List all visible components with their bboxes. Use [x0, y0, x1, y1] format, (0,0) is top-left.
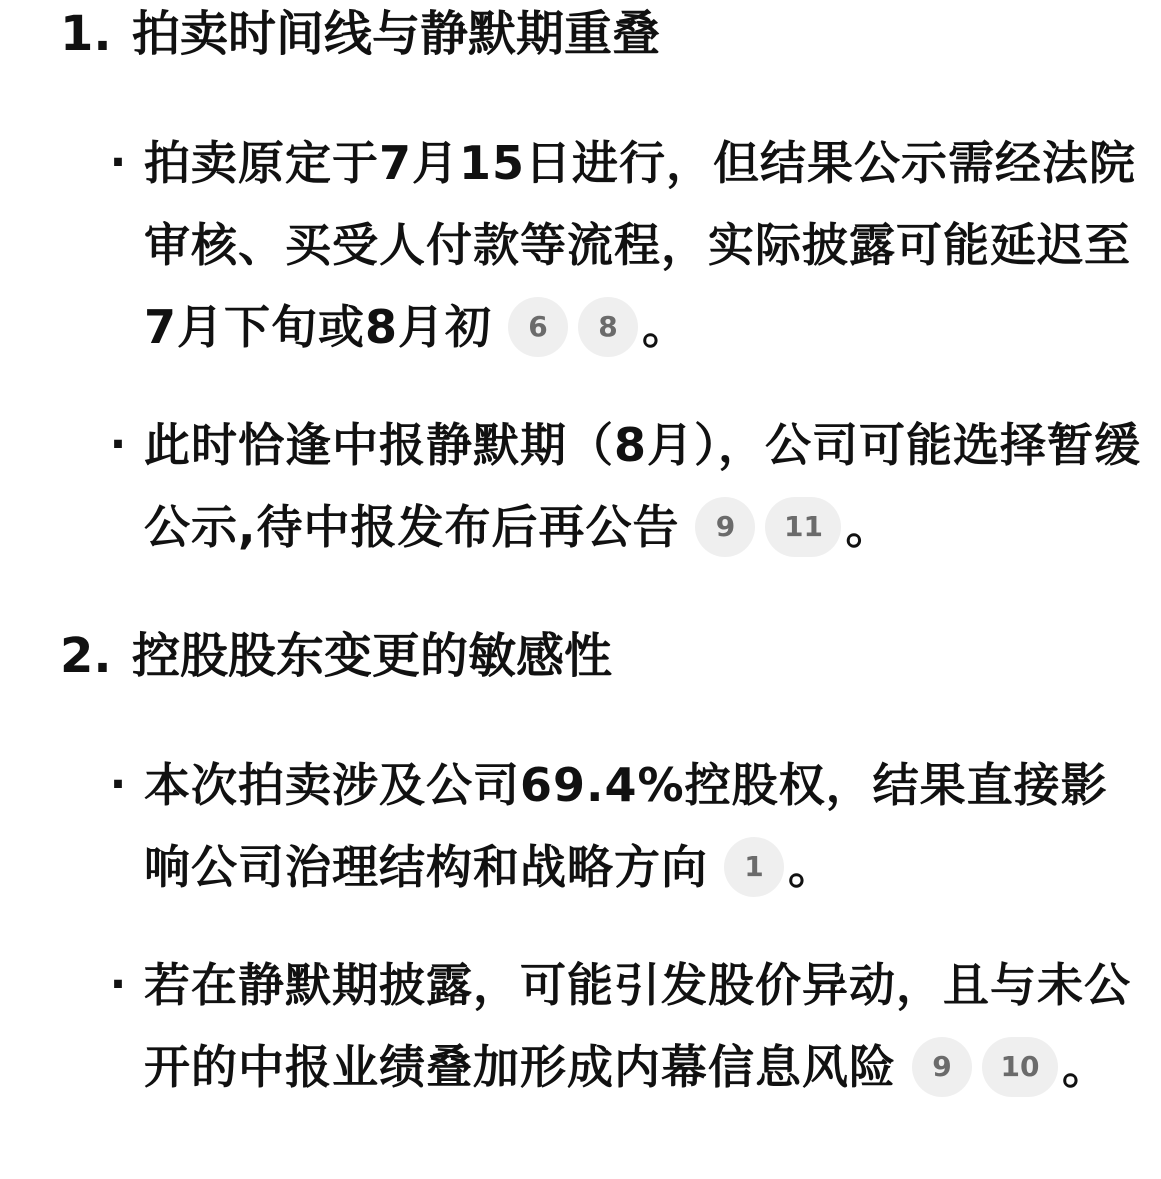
list-item: [100, 944, 1150, 1179]
citation-badge[interactable]: 1: [724, 837, 784, 897]
section-title: 控股股东变更的敏感性: [132, 628, 613, 684]
sentence-end: 。: [845, 500, 892, 554]
paragraph-text: 拍卖原定于7月15日进行，但结果公示需经法院审核、买受人付款等流程，实际披露可能延迟至7月下旬或8月初: [144, 136, 1137, 354]
paragraph-text: 此时恰逢中报静默期（8月），公司可能选择暂缓公示,待中报发布后再公告: [144, 418, 1142, 554]
list-item: [100, 744, 1150, 908]
section-number: 2.: [60, 628, 112, 684]
list-item-text: [144, 404, 1154, 568]
list-item-text: [144, 122, 1154, 368]
sentence-end: 。: [1062, 1040, 1108, 1094]
paragraph-text: 若在静默期披露，可能引发股价异动，且与未公开的中报业绩叠加形成内幕信息风险: [144, 958, 1131, 1094]
section-heading-2: [60, 626, 612, 686]
list-item-text: [144, 744, 1154, 908]
bullet-dot: ·: [109, 759, 127, 810]
section-number: 1.: [60, 6, 112, 62]
list-item: [100, 404, 1150, 568]
section-heading-1: [60, 4, 660, 64]
sentence-end: 。: [788, 840, 834, 894]
citation-badge[interactable]: 9: [695, 497, 755, 557]
bullet-dot: ·: [109, 419, 127, 470]
citation-badge[interactable]: 6: [508, 297, 568, 357]
sentence-end: 。: [642, 300, 689, 354]
citation-badge[interactable]: 9: [912, 1037, 972, 1097]
bullet-dot: ·: [109, 959, 127, 1010]
citation-badge[interactable]: 8: [578, 297, 638, 357]
bullet-dot: ·: [109, 137, 127, 188]
section-title: 拍卖时间线与静默期重叠: [132, 6, 661, 62]
list-item-text: [144, 944, 1154, 1108]
citation-badge[interactable]: 10: [982, 1037, 1058, 1097]
paragraph-text: 本次拍卖涉及公司69.4%控股权，结果直接影响公司治理结构和战略方向: [144, 758, 1108, 894]
citation-badge[interactable]: 11: [765, 497, 841, 557]
list-item: [100, 122, 1150, 368]
